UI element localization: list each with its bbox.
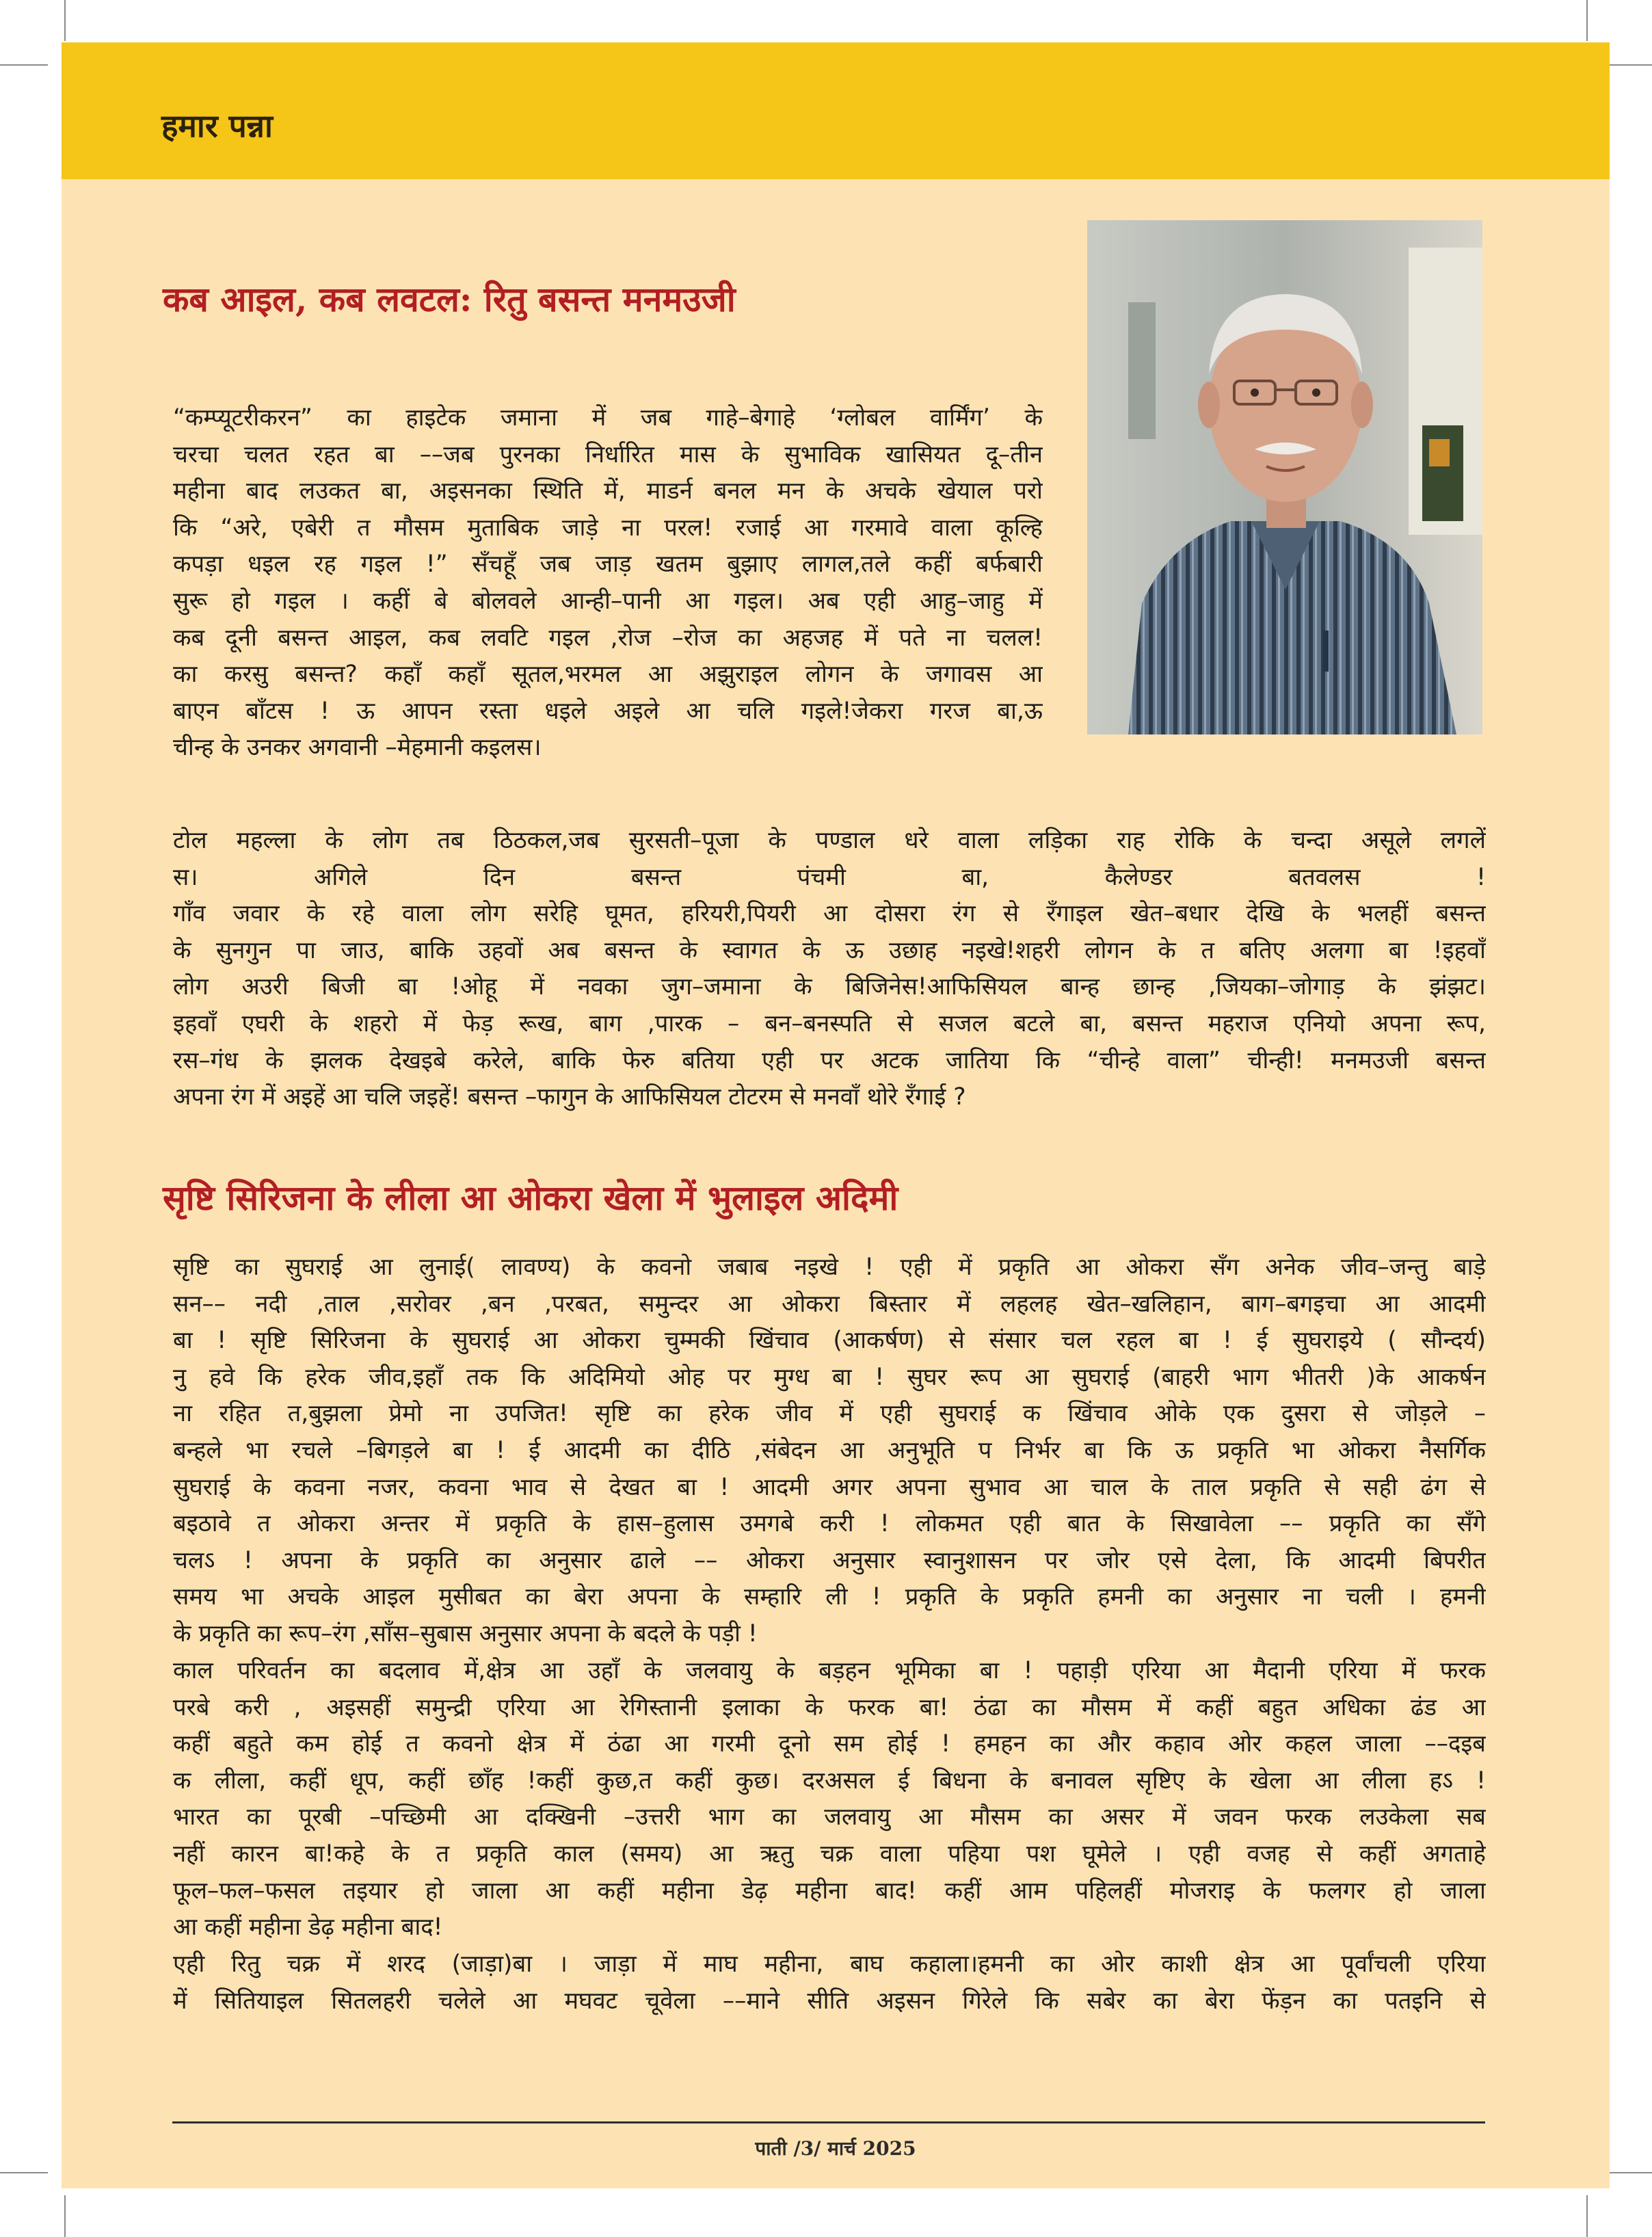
text-line: गाँव जवार के रहे वाला लोग सरेहि घूमत, हरियरी,पियरी आ दोसरा रंग से रँगाइल खेत–बधार देखि के भलहीं बसन्त <box>173 900 1486 928</box>
text-line: सृष्टि का सुघराई आ लुनाई( लावण्य) के कवनो जबाब नइखे ! एही में प्रकृति आ ओकरा सँग अनेक जीव–जन्तु बाड़े <box>173 1254 1486 1281</box>
text-line: बाएन बाँटस ! ऊ आपन रस्ता धइले अइले आ चलि गइले!जेकरा गरज बा,ऊ <box>173 697 1043 725</box>
text-line: बइठावे त ओकरा अन्तर में प्रकृति के हास–हुलास उमगबे करी ! लोकमत एही बात के सिखावेला –– प्रकृति का सँगे <box>173 1510 1486 1538</box>
text-line: परबे करी , अइसहीं समुन्द्री एरिया आ रेगिस्तानी इलाका के फरक बा! ठंढा का मौसम में कहीं बहुत अधिका ढंड आ <box>173 1693 1486 1721</box>
text-line: बन्हले भा रचले –बिगड़ले बा ! ई आदमी का दीठि ,संबेदन आ अनुभूति प निर्भर बा कि ऊ प्रकृति भा ओकरा नैसर्गिक <box>173 1436 1486 1464</box>
text-line: भारत का पूरबी –पच्छिमी आ दक्खिनी –उत्तरी भाग का जलवायु आ मौसम का असर में जवन फरक लउकेला सब <box>173 1803 1486 1831</box>
footer-rule <box>172 2121 1485 2123</box>
text-line: महीना बाद लउकत बा, अइसनका स्थिति में, माडर्न बनल मन के अचके खेयाल परो <box>173 477 1043 505</box>
text-line: स। अगिले दिन बसन्त पंचमी बा, कैलेण्डर बतवलस ! <box>173 863 1486 891</box>
text-line: चरचा चलत रहत बा ––जब पुरनका निर्धारित मास के सुभाविक खासियत दू–तीन <box>173 440 1043 468</box>
crop-mark <box>0 64 48 66</box>
article2-paragraph-1 <box>173 1249 1486 1653</box>
crop-mark <box>0 2172 48 2173</box>
text-line: “कम्प्यूटरीकरन” का हाइटेक जमाना में जब गाहे–बेगाहे ‘ग्लोबल वार्मिंग’ के <box>173 404 1043 432</box>
author-photo <box>1087 220 1482 734</box>
text-line: चलऽ ! अपना के प्रकृति का अनुसार ढाले –– ओकरा अनुसार स्वानुशासन पर जोर एसे देला, कि आदमी बिपरीत <box>173 1546 1486 1574</box>
text-line: आ कहीं महीना डेढ़ महीना बाद! <box>173 1914 443 1942</box>
article1-paragraph-1 <box>173 400 1043 767</box>
text-line: लोग अउरी बिजी बा !ओहू में नवका जुग–जमाना के बिजिनेस!आफिसियल बान्ह छान्ह ,जियका–जोगाड़ के झंझट। <box>173 973 1486 1001</box>
text-line: में सितियाइल सितलहरी चलेले आ मघवट चूवेला ––माने सीति अइसन गिरेले कि सबेर का बेरा फेंड़न का पतइनि से <box>173 1987 1486 2015</box>
text-line: समय भा अचके आइल मुसीबत का बेरा अपना के सम्हारि ली ! प्रकृति के प्रकृति हमनी का अनुसार ना चली । हमनी <box>173 1583 1486 1611</box>
text-line: रस–गंध के झलक देखइबे करेले, बाकि फेरु बतिया एही पर अटक जातिया कि “चीन्हे वाला” चीन्ही! मनमउजी बसन्त <box>173 1046 1486 1074</box>
text-line: का करसु बसन्त? कहाँ कहाँ सूतल,भरमल आ अझुराइल लोगन के जगावस आ <box>173 661 1043 689</box>
magazine-page <box>62 42 1610 2188</box>
text-line: कहीं बहुते कम होई त कवनो क्षेत्र में ठंढा आ गरमी दूनो सम होई ! हमहन का और कहाव ओर कहल जाला ––दइब <box>173 1730 1486 1758</box>
text-line: फूल–फल–फसल तइयार हो जाला आ कहीं महीना डेढ़ महीना बाद! कहीं आम पहिलहीं मोजराइ के फलगर हो जाला <box>173 1877 1486 1905</box>
text-line: कि “अरे, एबेरी त मौसम मुताबिक जाड़े ना परल! रजाई आ गरमावे वाला कूल्हि <box>173 514 1043 542</box>
text-line: कपड़ा धइल रह गइल !” सँचहूँ जब जाड़ खतम बुझाए लागल,तले कहीं बर्फबारी <box>173 551 1043 579</box>
crop-mark <box>1586 2195 1588 2237</box>
article2-paragraph-3 <box>173 1946 1486 2020</box>
text-line: अपना रंग में अइहें आ चलि जइहें! बसन्त –फागुन के आफिसियल टोटरम से मनवाँ थोरे रँगाई ? <box>173 1083 966 1111</box>
article2-paragraph-2 <box>173 1653 1486 1946</box>
crop-mark <box>1604 2172 1652 2173</box>
text-line: नहीं कारन बा!कहे के त प्रकृति काल (समय) आ ऋतु चक्र वाला पहिया पश घूमेले । एही वजह से कहीं अगताहे <box>173 1840 1486 1868</box>
article1-paragraph-2 <box>173 823 1486 1116</box>
text-line: कब दूनी बसन्त आइल, कब लवटि गइल ,रोज –रोज का अहजह में पते ना चलल! <box>173 624 1043 652</box>
text-line: ना रहित त,बुझला प्रेमो ना उपजित! सृष्टि का हरेक जीव में एही सुघराई क खिंचाव ओके एक दुसरा से जोड़ले – <box>173 1400 1486 1428</box>
page-footer: पाती /3/ मार्च 2025 <box>755 2137 916 2160</box>
text-line: इहवाँ एघरी के शहरो में फेड़ रूख, बाग ,पारक – बन–बनस्पति से सजल बटले बा, बसन्त महराज एनियो अपना रूप, <box>173 1009 1486 1037</box>
text-line: टोल महल्ला के लोग तब ठिठकल,जब सुरसती–पूजा के पण्डाल धरे वाला लड़िका राह रोकि के चन्दा असूले लगलें <box>173 827 1486 854</box>
text-line: बा ! सृष्टि सिरिजना के सुघराई आ ओकरा चुम्मकी खिंचाव (आकर्षण) से संसार चल रहल बा ! ई सुघराइये ( सौन्दर्य) <box>173 1327 1486 1355</box>
text-line: के प्रकृति का रूप–रंग ,साँस–सुबास अनुसार अपना के बदले के पड़ी ! <box>173 1619 758 1647</box>
text-line: क लीला, कहीं धूप, कहीं छाँह !कहीं कुछ,त कहीं कुछ। दरअसल ई बिधना के बनावल सृष्टिए के खेला आ लीला हऽ ! <box>173 1766 1486 1795</box>
crop-mark <box>1604 64 1652 66</box>
portrait-illustration <box>1087 220 1482 734</box>
text-line: नु हवे कि हरेक जीव,इहाँ तक कि अदिमियो ओह पर मुग्ध बा ! सुघर रूप आ सुघराई (बाहरी भाग भीतरी )के आकर्षन <box>173 1363 1486 1391</box>
text-line: काल परिवर्तन का बदलाव में,क्षेत्र आ उहाँ के जलवायु के बड़हन भूमिका बा ! पहाड़ी एरिया आ मैदानी एरिया में फरक <box>173 1657 1486 1684</box>
section-title: हमार पन्ना <box>161 107 273 144</box>
crop-mark <box>1586 0 1588 41</box>
article-title: सृष्टि सिरिजना के लीला आ ओकरा खेला में भुलाइल अदिमी <box>163 1178 898 1218</box>
text-line: एही रितु चक्र में शरद (जाड़ा)बा । जाड़ा में माघ महीना, बाघ कहाला।हमनी का ओर काशी क्षेत्र आ पूर्वांचली एरिया <box>173 1950 1486 1978</box>
header-band <box>62 42 1610 179</box>
text-line: चीन्ह के उनकर अगवानी –मेहमानी कइलस। <box>173 734 542 762</box>
text-line: सन–– नदी ,ताल ,सरोवर ,बन ,परबत, समुन्दर आ ओकरा बिस्तार में लहलह खेत–खलिहान, बाग–बगइचा आ आदमी <box>173 1290 1486 1318</box>
text-line: सुघराई के कवना नजर, कवना भाव से देखत बा ! आदमी अगर अपना सुभाव आ चाल के ताल प्रकृति से सही ढंग से <box>173 1473 1486 1501</box>
crop-mark <box>64 2195 66 2237</box>
text-line: सुरू हो गइल । कहीं बे बोलवले आन्ही–पानी आ गइल। अब एही आहु–जाहु में <box>173 587 1043 615</box>
article-title: कब आइल, कब लवटल: रितु बसन्त मनमउजी <box>163 279 736 319</box>
crop-mark <box>64 0 66 41</box>
text-line: के सुनगुन पा जाउ, बाकि उहवों अब बसन्त के स्वागत के ऊ उछाह नइखे!शहरी लोगन के त बतिए अलगा बा !इहवाँ <box>173 936 1486 964</box>
